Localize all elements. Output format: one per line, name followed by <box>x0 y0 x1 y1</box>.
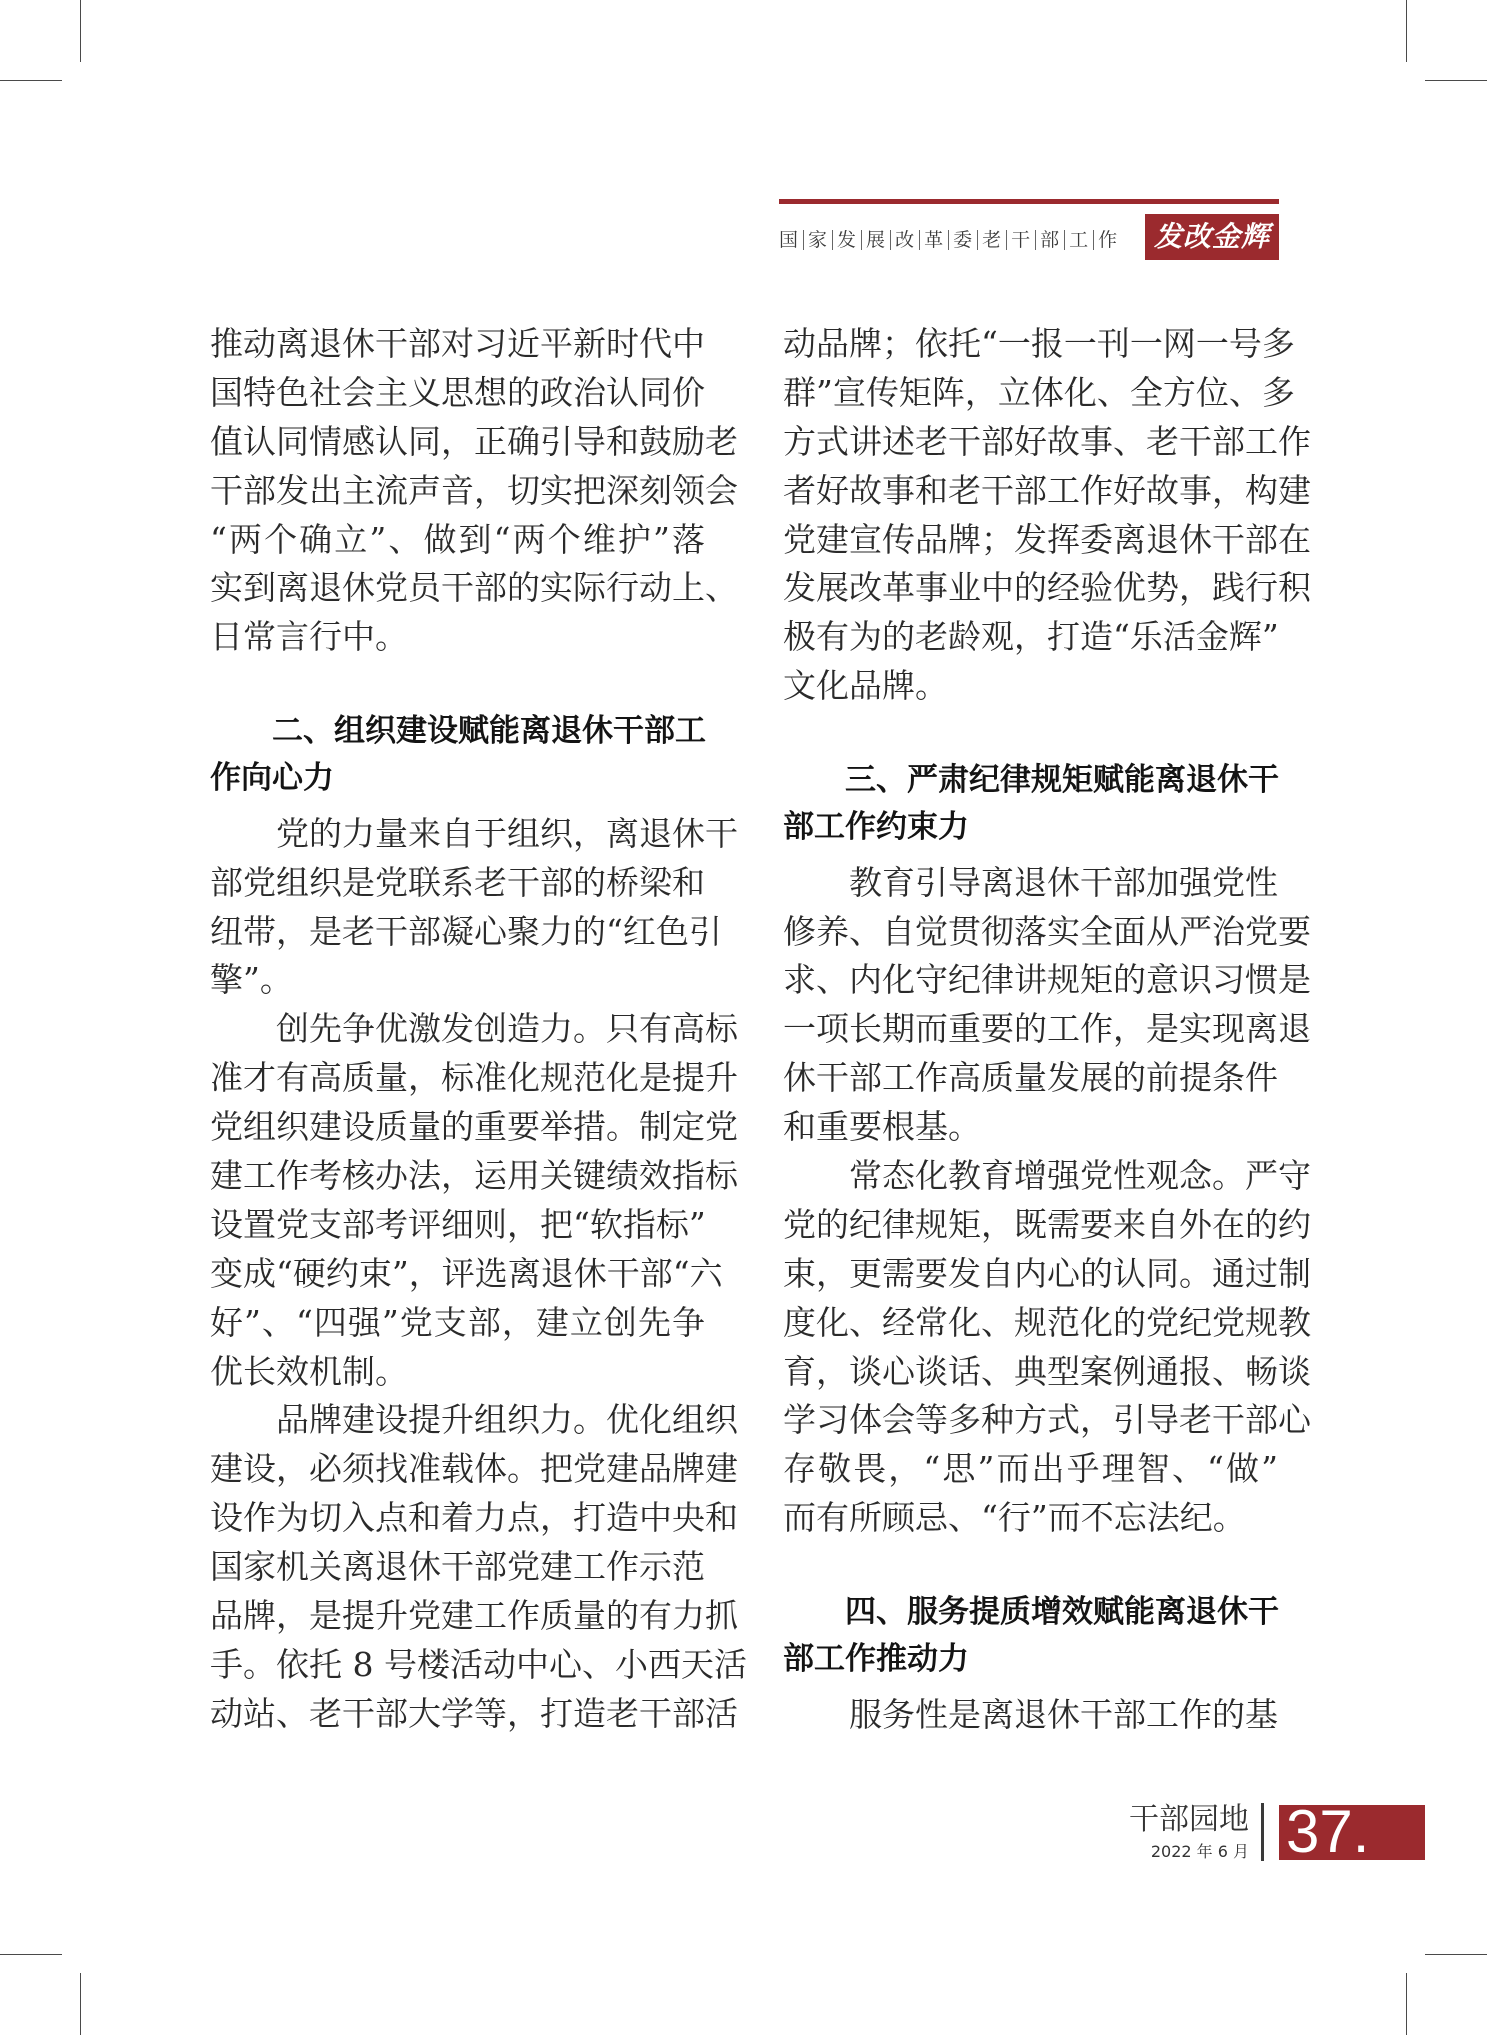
page-number: 37. <box>1286 1805 1370 1860</box>
text-line: 修养、自觉贯彻落实全面从严治党要 <box>783 911 1311 951</box>
text-line: 者好故事和老干部工作好故事，构建 <box>783 470 1311 510</box>
text-line: 极有为的老龄观，打造“乐活金辉” <box>783 617 1279 657</box>
paragraph <box>783 859 1311 1152</box>
text-line: 求、内化守纪律讲规矩的意识习惯是 <box>783 960 1311 1000</box>
paragraph <box>210 810 738 1006</box>
org-name-char: 家 <box>803 230 832 250</box>
header-org-name <box>779 228 1122 252</box>
text-line: 束，更需要发自内心的认同。通过制 <box>783 1253 1311 1293</box>
text-line: 准才有高质量，标准化规范化是提升 <box>210 1058 738 1098</box>
section-heading <box>783 1589 1278 1683</box>
paragraph <box>783 1691 1278 1740</box>
text-line: 实到离退休党员干部的实际行动上、 <box>210 568 738 608</box>
text-line: 国特色社会主义思想的政治认同价 <box>210 372 705 412</box>
text-line: 四、服务提质增效赋能离退休干 <box>845 1593 1279 1630</box>
text-line: 二、组织建设赋能离退休干部工 <box>272 712 706 749</box>
text-line: 学习体会等多种方式，引导老干部心 <box>783 1400 1311 1440</box>
text-line: 党组织建设质量的重要举措。制定党 <box>210 1107 738 1147</box>
text-line: 三、严肃纪律规矩赋能离退休干 <box>845 761 1279 798</box>
text-line: 国家机关离退休干部党建工作示范 <box>210 1547 705 1587</box>
text-line: 好”、“四强”党支部，建立创先争 <box>210 1302 705 1342</box>
column-logo: 发改金辉 <box>1145 214 1279 260</box>
text-line: 部党组织是党联系老干部的桥梁和 <box>210 862 705 902</box>
text-line: 擎”。 <box>210 960 293 1000</box>
text-line: 和重要根基。 <box>783 1107 981 1147</box>
text-line: 日常言行中。 <box>210 617 408 657</box>
org-name-char: 作 <box>1093 230 1122 250</box>
footer-section-title: 干部园地 <box>1129 1802 1249 1837</box>
text-line: 常态化教育增强党性观念。严守 <box>849 1155 1311 1195</box>
text-line: 作向心力 <box>210 759 334 796</box>
org-name-char: 发 <box>832 230 861 250</box>
text-line: 党建宣传品牌；发挥委离退休干部在 <box>783 519 1311 559</box>
text-line: 党的力量来自于组织，离退休干 <box>276 813 738 853</box>
text-line: 干部发出主流声音，切实把深刻领会 <box>210 470 738 510</box>
right-column <box>783 320 1311 1739</box>
text-line: 部工作约束力 <box>783 808 969 845</box>
crop-mark <box>1406 0 1407 62</box>
crop-mark <box>1425 1954 1487 1955</box>
org-name-char: 部 <box>1035 230 1064 250</box>
text-line: 设作为切入点和着力点，打造中央和 <box>210 1498 738 1538</box>
text-line: 发展改革事业中的经验优势，践行积 <box>783 568 1311 608</box>
text-line: 部工作推动力 <box>783 1640 969 1677</box>
text-line: 设置党支部考评细则，把“软指标” <box>210 1204 706 1244</box>
crop-mark <box>80 1973 81 2035</box>
text-line: 党的纪律规矩，既需要来自外在的约 <box>783 1204 1311 1244</box>
org-name-char: 委 <box>948 230 977 250</box>
text-line: 动品牌；依托“一报一刊一网一号多 <box>783 324 1295 363</box>
org-name-char: 展 <box>861 230 890 250</box>
footer-divider <box>1261 1803 1264 1861</box>
paragraph <box>210 1005 738 1396</box>
text-line: 度化、经常化、规范化的党纪党规教 <box>783 1302 1311 1342</box>
text-line: 服务性是离退休干部工作的基 <box>849 1694 1278 1734</box>
text-line: 教育引导离退休干部加强党性 <box>849 862 1278 902</box>
text-line: 纽带，是老干部凝心聚力的“红色引 <box>210 911 722 951</box>
text-line: 育，谈心谈话、典型案例通报、畅谈 <box>783 1351 1311 1391</box>
crop-mark <box>0 80 62 81</box>
paragraph <box>210 320 738 662</box>
org-name-char: 国 <box>779 229 799 251</box>
text-line: 优长效机制。 <box>210 1351 408 1391</box>
text-line: “两个确立”、做到“两个维护”落 <box>210 519 705 559</box>
org-name-char: 改 <box>890 230 919 250</box>
footer-date: 2022 年 6 月 <box>1150 1842 1249 1861</box>
text-line: 休干部工作高质量发展的前提条件 <box>783 1058 1278 1098</box>
crop-mark <box>0 1954 62 1955</box>
crop-mark <box>80 0 81 62</box>
text-line: 值认同情感认同，正确引导和鼓励老 <box>210 421 738 461</box>
text-line: 创先争优激发创造力。只有高标 <box>276 1009 738 1049</box>
text-line: 群”宣传矩阵，立体化、全方位、多 <box>783 372 1295 412</box>
paragraph <box>783 1152 1311 1543</box>
text-line: 动站、老干部大学等，打造老干部活 <box>210 1693 738 1733</box>
crop-mark <box>1406 1973 1407 2035</box>
text-line: 品牌建设提升组织力。优化组织 <box>276 1400 738 1440</box>
text-line: 建工作考核办法，运用关键绩效指标 <box>210 1155 738 1195</box>
text-line: 一项长期而重要的工作，是实现离退 <box>783 1009 1311 1049</box>
paragraph <box>783 320 1311 711</box>
section-heading <box>210 708 705 802</box>
text-line: 文化品牌。 <box>783 666 948 706</box>
text-line: 变成“硬约束”，评选离退休干部“六 <box>210 1253 723 1293</box>
org-name-char: 革 <box>919 230 948 250</box>
text-line: 存敬畏，“思”而出乎理智、“做” <box>783 1449 1278 1489</box>
text-line: 方式讲述老干部好故事、老干部工作 <box>783 421 1311 461</box>
text-line: 而有所顾忌、“行”而不忘法纪。 <box>783 1498 1246 1538</box>
text-line: 推动离退休干部对习近平新时代中 <box>210 324 705 363</box>
left-column <box>210 320 747 1739</box>
paragraph <box>210 1396 747 1738</box>
text-line: 品牌，是提升党建工作质量的有力抓 <box>210 1595 738 1635</box>
page-number-box <box>1279 1805 1425 1860</box>
text-line: 建设，必须找准载体。把党建品牌建 <box>210 1449 738 1489</box>
org-name-char: 老 <box>977 230 1006 250</box>
org-name-char: 工 <box>1064 230 1093 250</box>
section-heading <box>783 757 1278 851</box>
text-line: 手。依托 8 号楼活动中心、小西天活 <box>210 1644 747 1684</box>
header-rule <box>779 199 1279 204</box>
org-name-char: 干 <box>1006 230 1035 250</box>
crop-mark <box>1425 80 1487 81</box>
